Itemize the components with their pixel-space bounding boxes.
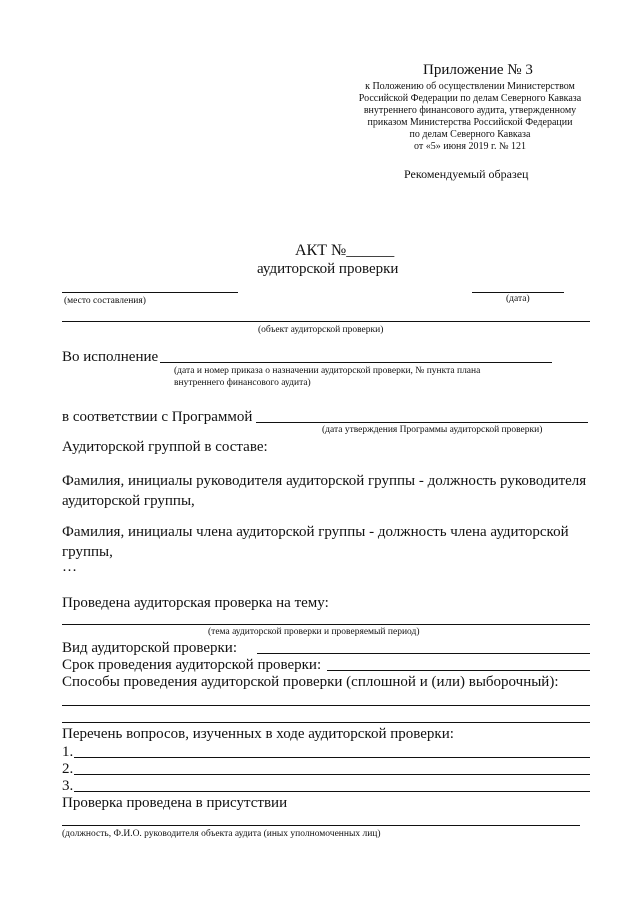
appendix-line-3: внутреннего финансового аудита, утвержденному [363,105,577,116]
place-line [62,292,238,293]
in-execution-label: Во исполнение [62,349,159,365]
question-item-3: 3. [62,778,74,794]
signer-caption: (должность, Ф.И.О. руководителя объекта аудита (иных уполномоченных лиц) [62,829,381,839]
group-leader: Фамилия, инициалы руководителя аудиторской группы - должность руководителя аудиторской группы, [62,473,587,509]
date-line [472,292,564,293]
type-line [257,653,590,654]
conducted-label: Проведена аудиторская проверка на тему: [62,595,329,611]
questions-label: Перечень вопросов, изученных в ходе аудиторской проверки: [62,726,454,742]
appendix-line-6: от «5» июня 2019 г. № 121 [413,141,527,152]
topic-caption: (тема аудиторской проверки и проверяемый период) [208,627,420,637]
question-line-1 [74,757,590,758]
methods-line-1 [62,705,590,706]
object-caption: (объект аудиторской проверки) [258,325,384,335]
program-date-caption: (дата утверждения Программы аудиторской проверки) [322,425,543,435]
recommended-sample: Рекомендуемый образец [404,167,529,181]
type-label: Вид аудиторской проверки: [62,640,238,656]
signer-line [62,825,580,826]
question-item-2: 2. [62,761,74,777]
term-label: Срок проведения аудиторской проверки: [62,657,322,673]
per-program-label: в соответствии с Программой [62,409,253,425]
term-line [327,670,590,671]
question-item-1: 1. [62,744,74,760]
methods-line-2 [62,722,590,723]
place-caption: (место составления) [64,296,146,306]
topic-line [62,624,590,625]
date-caption: (дата) [506,294,530,304]
object-line [62,321,590,322]
appendix-line-4: приказом Министерства Российской Федерации [367,117,573,128]
group-member: Фамилия, инициалы члена аудиторской группы - должность члена аудиторской группы, [62,524,569,560]
act-subtitle: аудиторской проверки [257,261,399,277]
group-label: Аудиторской группой в составе: [62,439,268,455]
question-line-2 [74,774,590,775]
order-line [160,362,552,363]
methods-label: Способы проведения аудиторской проверки (сплошной и (или) выборочный): [62,674,559,690]
appendix-title: Приложение № 3 [423,62,533,78]
ellipsis: … [62,559,77,575]
question-line-3 [74,791,590,792]
order-caption-1: (дата и номер приказа о назначении аудиторской проверки, № пункта плана [174,366,481,376]
appendix-line-5: по делам Северного Кавказа [409,129,531,140]
program-line [256,422,588,423]
order-caption-2: внутреннего финансового аудита) [174,378,311,388]
appendix-line-1: к Положению об осуществлении Министерством [365,81,575,92]
act-title: АКТ №______ [295,242,395,259]
appendix-line-2: Российской Федерации по делам Северного Кавказа [358,93,582,104]
presence-label: Проверка проведена в присутствии [62,795,288,811]
